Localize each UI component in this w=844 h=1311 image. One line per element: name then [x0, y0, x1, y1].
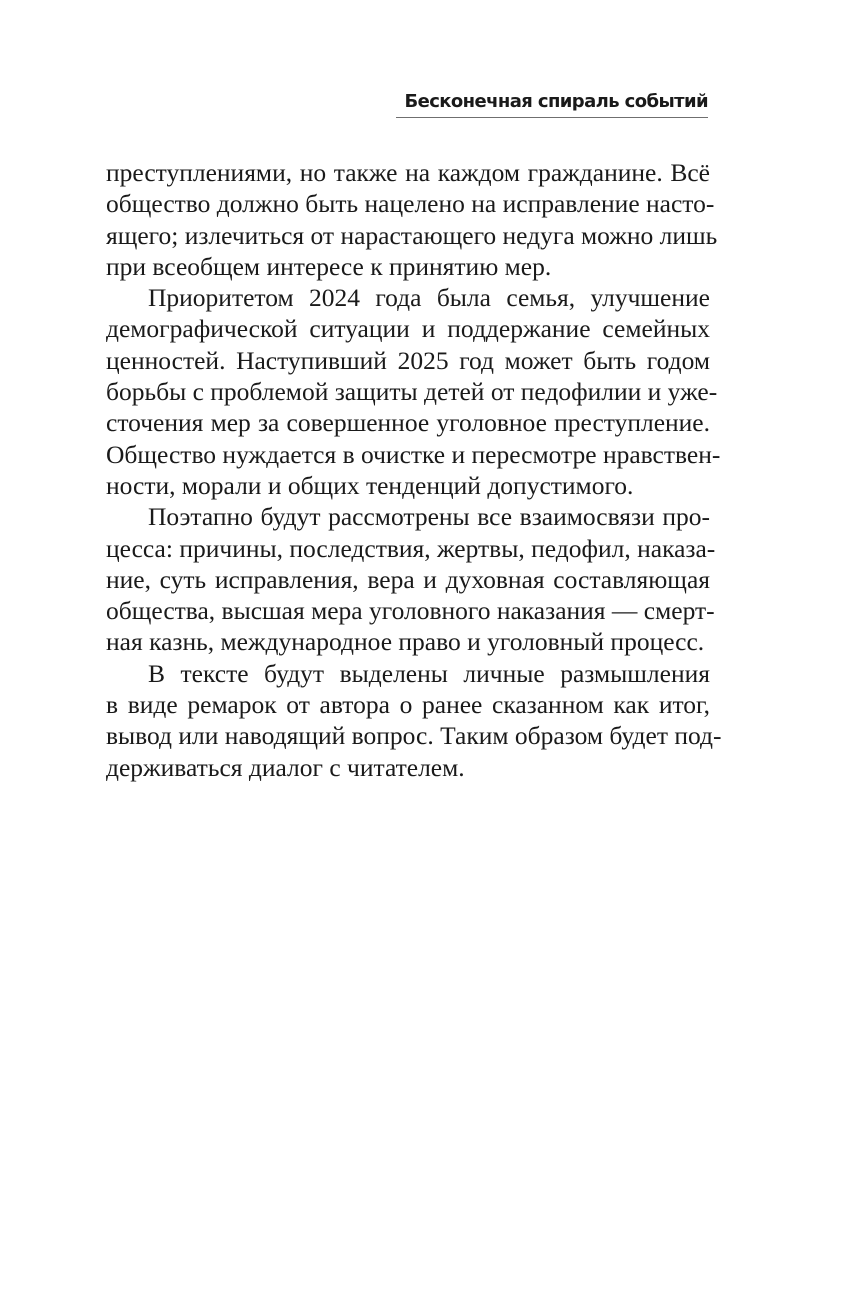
- text-line: цесса: причины, последствия, жертвы, педофил, наказа-: [106, 533, 716, 563]
- text-line: Приоритетом 2024 года была семья, улучшение: [148, 283, 710, 313]
- text-line: держиваться диалог с читателем.: [106, 752, 465, 782]
- text-line: общества, высшая мера уголовного наказания — смерт-: [106, 596, 715, 626]
- text-line: ная казнь, международное право и уголовный процесс.: [106, 627, 705, 657]
- text-line: преступлениями, но также на каждом гражданине. Всё: [106, 158, 710, 187]
- header-rule: [396, 117, 708, 118]
- text-line: ние, суть исправления, вера и духовная составляющая: [106, 564, 710, 594]
- text-line: В тексте будут выделены личные размышления: [148, 658, 710, 688]
- body-text: [106, 157, 722, 783]
- text-line: Поэтапно будут рассмотрены все взаимосвязи про-: [148, 502, 710, 532]
- text-line: борьбы с проблемой защиты детей от педофилии и уже-: [106, 377, 718, 407]
- text-line: общество должно быть нацелено на исправление насто-: [106, 189, 715, 219]
- text-line: ящего; излечиться от нарастающего недуга можно лишь: [106, 220, 718, 250]
- text-line: при всеобщем интересе к принятию мер.: [106, 251, 552, 281]
- paragraph: [106, 157, 718, 282]
- text-line: вывод или наводящий вопрос. Таким образом будет под-: [106, 721, 722, 751]
- text-line: ценностей. Наступивший 2025 год может быть годом: [106, 345, 710, 375]
- text-line: в виде ремарок от автора о ранее сказанном как итог,: [106, 690, 710, 720]
- text-line: Общество нуждается в очистке и пересмотре нравствен-: [106, 439, 721, 469]
- paragraph: [106, 501, 716, 657]
- text-line: ности, морали и общих тенденций допустимого.: [106, 470, 634, 500]
- running-header: Бесконечная спираль событий: [404, 91, 708, 112]
- text-line: сточения мер за совершенное уголовное преступление.: [106, 408, 710, 438]
- text-line: демографической ситуации и поддержание семейных: [106, 314, 710, 344]
- paragraph: [106, 282, 721, 501]
- paragraph: [106, 658, 722, 783]
